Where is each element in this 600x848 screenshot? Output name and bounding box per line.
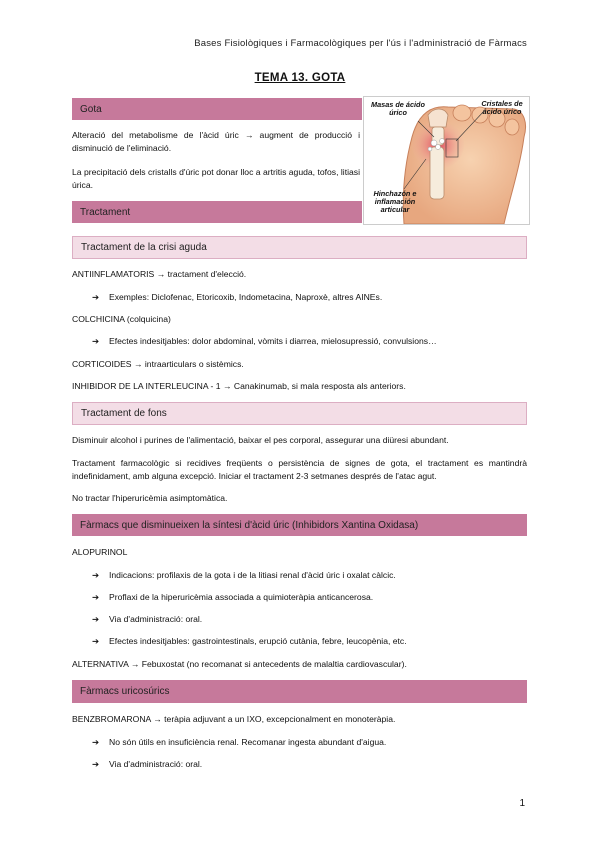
fons-paragraph-2: Tractament farmacològic si recidives freqüents o persistència de signes de gota, el tractament es mantindrà indefinidament, amb alguna excepció. Iniciar el tractament 2-3 setmanes després de l'atac agut. [72, 458, 527, 481]
page-number: 1 [519, 798, 525, 809]
subsection-heading-crisi-aguda [72, 236, 527, 259]
fons-paragraph-3: No tractar l'hiperuricèmia asimptomàtica. [72, 493, 228, 503]
alopurinol-bullet [92, 592, 373, 603]
bullet-text: Via d'administració: oral. [109, 759, 203, 769]
bullet-text: Efectes indesitjables: dolor abdominal, vòmits i diarrea, mielosupressió, convulsions… [109, 336, 437, 346]
bullet-text: Proflaxi de la hiperuricèmia associada a quimioteràpia anticancerosa. [109, 592, 374, 602]
arrow-bullet-icon: ➔ [92, 737, 100, 747]
page-header: Bases Fisiològiques i Farmacològiques per l'ús i l'administració de Fàrmacs [194, 38, 527, 49]
section-heading-label: Fàrmacs uricosúrics [80, 686, 170, 697]
bullet-text: Indicacions: profilaxis de la gota i de la litiasi renal d'àcid úric i oxalat càlcic. [109, 570, 396, 580]
alopurinol-bullet [92, 570, 396, 581]
figure-label-hinchazon: Hinchazón e inflamación articular [373, 189, 417, 214]
section-heading-label: Fàrmacs que disminueixen la síntesi d'àcid úric (Inhibidors Xantina Oxidasa) [80, 519, 419, 531]
alopurinol-bullet [92, 636, 407, 647]
bullet-text: Efectes indesitjables: gastrointestinals, erupció cutània, febre, leucopènia, etc. [109, 636, 407, 646]
colchicina-text: COLCHICINA (colquicina) [72, 314, 171, 324]
bullet-text: Exemples: Diclofenac, Etoricoxib, Indometacina, Naproxè, altres AINEs. [109, 292, 383, 302]
gota-paragraph-1: Alteració del metabolisme de l'àcid úric → augment de producció i disminució de l'eliminació. [72, 130, 360, 153]
arrow-bullet-icon: ➔ [92, 614, 100, 624]
arrow-bullet-icon: ➔ [92, 292, 100, 302]
figure-label-cristales: Cristales de ácido úrico [481, 99, 523, 116]
inhibidor-text: INHIBIDOR DE LA INTERLEUCINA - 1 → Canakinumab, si mala resposta als anteriors. [72, 381, 406, 391]
benzbromarona-text: BENZBROMARONA → teràpia adjuvant a un IXO, excepcionalment en monoteràpia. [72, 714, 396, 724]
section-heading-gota [72, 98, 362, 120]
arrow-bullet-icon: ➔ [92, 759, 100, 769]
arrow-bullet-icon: ➔ [92, 570, 100, 580]
fons-paragraph-1: Disminuir alcohol i purines de l'alimentació, baixar el pes corporal, assegurar una diüresi abundant. [72, 435, 449, 445]
subsection-heading-tractament-fons [72, 402, 527, 425]
alopurinol-text: ALOPURINOL [72, 547, 128, 557]
section-heading-label: Gota [80, 103, 102, 115]
page-title: TEMA 13. GOTA [254, 72, 346, 84]
section-heading-tractament [72, 201, 362, 223]
benzbromarona-bullet [92, 759, 202, 770]
colchicina-bullet [92, 336, 437, 347]
figure-label-masas: Masas de ácido úrico [371, 100, 425, 117]
gota-paragraph-2: La precipitació dels cristalls d'úric pot donar lloc a artritis aguda, tofos, litiasi úrica. [72, 167, 360, 190]
bullet-text: No són útils en insuficiència renal. Recomanar ingesta abundant d'aigua. [109, 737, 387, 747]
corticoides-text: CORTICOIDES → intraarticulars o sistèmics. [72, 359, 244, 369]
bullet-text: Via d'administració: oral. [109, 614, 203, 624]
arrow-bullet-icon: ➔ [92, 592, 100, 602]
antiinflamatoris-bullet [92, 292, 382, 303]
section-heading-uricosurics [72, 680, 527, 703]
arrow-bullet-icon: ➔ [92, 336, 100, 346]
subsection-heading-label: Tractament de la crisi aguda [81, 242, 207, 253]
alternativa-text: ALTERNATIVA → Febuxostat (no recomanat si antecedents de malaltia cardiovascular). [72, 659, 407, 669]
subsection-heading-label: Tractament de fons [81, 408, 167, 419]
antiinflamatoris-text: ANTIINFLAMATORIS → tractament d'elecció. [72, 269, 247, 279]
benzbromarona-bullet [92, 737, 386, 748]
arrow-bullet-icon: ➔ [92, 636, 100, 646]
section-heading-label: Tractament [80, 206, 131, 218]
gout-foot-illustration [363, 96, 530, 225]
alopurinol-bullet [92, 614, 202, 625]
section-heading-inhibidors-xo [72, 514, 527, 536]
